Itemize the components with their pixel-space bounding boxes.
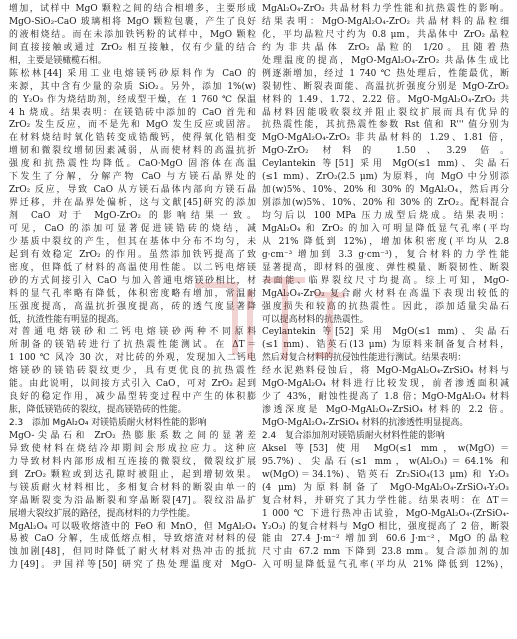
text-line: ZrO₂ 反应，导致 CaO 从方镁石晶体内部向方镁石晶: [9, 185, 256, 196]
text-line: 陈松林[44] 采用工业电熔镁钙砂原料作为 CaO 的: [9, 68, 256, 79]
text-line: 能。由此说明，以间接方式引入 CaO，可对 ZrO₂ 起到: [9, 379, 256, 390]
text-line: 然后对复合材料的抗侵蚀性能进行测试。结果表明：: [262, 353, 467, 364]
text-line: 压强度提高，高温抗折强度提高，砖的透气度显著降: [9, 301, 256, 312]
text-line: MgO-ZrO₂ 材料的 1.50、3.29 倍。: [262, 146, 509, 157]
text-line: 力导致材料内部形成相互连接的微裂纹，微裂纹扩展: [9, 456, 256, 467]
text-line: 渗透深度是 MgO-MgAl₂O₄-ZrSiO₄ 材料的 2.2 倍。: [262, 405, 509, 416]
text-line: 对普通电熔镁砂和二钙电熔镁砂两种不同原料: [9, 327, 256, 338]
text-line: 95.7%)、尖晶石(≤1 mm，w(Al₂O₃)＝64.1% 和: [262, 456, 509, 467]
text-line: 砂的方式间接引入 CaO 与加入普通电熔镁砂相比，材: [9, 275, 256, 286]
text-line: 增韧和微裂纹增韧因素减弱，从而使材料的高温抗折: [9, 146, 256, 157]
text-line: 可以提高材料的抗热震性。: [262, 314, 369, 325]
text-line: 蚀加剧[48]，但同时降低了耐火材料对热冲击的抵抗: [9, 547, 256, 558]
text-line: 在材料烧结时氧化锆转变成锆酸钙，使得氧化锆相变: [9, 133, 256, 144]
text-line: Y₂O₃) 的复合材料与 MgO 相比，强度提高了 2 倍，断裂: [262, 521, 509, 532]
text-line: (4 μm) 为原料制备了 MgO-MgAl₂O₄-ZrSiO₄-Y₂O₃: [262, 482, 509, 493]
text-line: 间直接接触或通过 ZrO₂ 相互接触，仅有少量的结合: [9, 42, 256, 53]
text-line: 2.4 复合添加剂对镁锆质耐火材料性能的影响: [262, 430, 445, 441]
text-line: 强度损失和较高的抗热震性。因此，添加适量尖晶石: [262, 301, 509, 312]
text-line: 低，抗渣性能有明显的提高。: [9, 314, 125, 325]
text-line: 良好的稳定作用，减少晶型转变过程中产生的体积膨: [9, 392, 256, 403]
text-line: 结果表明：MgO-MgAl₂O₄-ZrO₂ 共晶材料的晶粒细: [262, 16, 509, 27]
text-line: 来源，其中含有少量的杂质 SiO₂。另外，添加 1%(w): [9, 81, 256, 92]
text-line: 处理温度的提高，MgO-MgAl₂O₄-ZrO₂ 共晶体生成比: [262, 55, 509, 66]
text-line: 穿晶断裂变为沿晶断裂和穿晶断裂[47]。裂纹沿晶扩: [9, 495, 256, 506]
text-line: Aksel 等[53] 使用 MgO(≤1 mm，w(MgO)＝: [262, 443, 509, 454]
text-line: MgAl₂O₄-ZrO₂ 共晶材料力学性能和抗热震性的影响。: [262, 4, 509, 14]
text-line: 下发生了分解，分解产物 CaO 与方镁石晶界处的: [9, 172, 256, 183]
right-text-column: [262, 3, 509, 572]
text-line: 剂 CaO 对于 MgO-ZrO₂ 的影响结果一致。: [9, 211, 256, 221]
text-line: 与镁质耐火材料相比，多相复合材料的断裂由单一的: [9, 482, 256, 493]
text-line: ZrO₂ 发生反应，而不是先和 MgO 发生反应或固溶。: [9, 120, 256, 131]
text-line: 经水泥熟料侵蚀后，将 MgO-MgAl₂O₄-ZrSiO₄ 材料与: [262, 366, 509, 377]
text-line: 起到有效稳定 ZrO₂ 的作用。虽然添加铁钙提高了致: [9, 249, 256, 260]
text-line: 能由 27.4 J·m⁻² 增加到 60.6 J·m⁻²，MgO 的晶粒: [262, 534, 509, 545]
text-line: 1 100 ℃ 风冷 30 次，对比砖的外观，发现加入二钙电: [9, 353, 256, 364]
text-line: (≤1 mm)、ZrO₂(2.5 μm) 为原料，向 MgO 中分别添: [262, 172, 509, 183]
text-line: 熔镁砂的镁锆砖裂纹更少，具有更优良的抗热震性: [9, 366, 256, 377]
text-line: 胀，降低镁锆砖的裂纹，提高镁锆砖的性能。: [9, 405, 187, 416]
text-line: MgO-MgAl₂O₄ 材料进行比较发现，前者渗透面积减: [262, 379, 509, 390]
text-line: 1 000 ℃ 下进行热冲击试验，MgO-MgAl₂O₄-(ZrSiO₄-: [262, 508, 509, 519]
text-line: 显著提高，即材料的强度、弹性模量、断裂韧性、断裂: [262, 262, 509, 273]
text-line: MgAl₂O₄ 和 ZrO₂ 的加入可明显降低显气孔率(平均: [262, 223, 509, 234]
text-line: g·cm⁻³ 增加到 3.3 g·cm⁻³)，复合材料的力学性能: [262, 249, 509, 260]
text-line: 少基质中裂纹的产生，但其在基体中分布不均匀，未: [9, 236, 256, 247]
text-line: MgAl₂O₄-ZrO₂ 复合耐火材料在高温下表现出较低的: [262, 288, 509, 299]
text-line: 的液相烧结。而在未添加铁钙粉的试样中，MgO 颗粒: [9, 29, 256, 40]
text-line: 均匀后以 100 MPa 压力成型后烧成。结果表明：: [262, 211, 509, 221]
text-line: 界迁移，并在晶界处偏析，这与文献[45]研究的添加: [9, 198, 256, 209]
text-line: 强度和抗热震性均降低。CaO·MgO 固溶体在高温: [9, 159, 256, 170]
text-line: 复合材料，并研究了其力学性能。结果表明：在 ΔT＝: [262, 495, 509, 506]
text-line: MgAl₂O₄ 可以吸收熔渣中的 FeO 和 MnO，但 MgAl₂O₄: [9, 521, 256, 532]
text-line: 易被 CaO 分解，生成低熔点相，导致熔渣对材料的侵: [9, 534, 256, 545]
text-line: Ceylantekin 等[52] 采用 MgO(≤1 mm)、尖晶石: [262, 327, 509, 338]
text-line: 抗热震性能，其抗热震性参数 Rst 值和 R''' 值分别为: [262, 120, 509, 131]
text-line: 2.3 添加 MgAl₂O₄ 对镁锆质耐火材料性能的影响: [9, 418, 207, 428]
text-line: 例逐渐增加，经过 1 740 ℃ 热处理后，性能最优，断: [262, 68, 509, 79]
text-line: 裂韧性、断裂表面能、高温抗折强度分别是 MgO-ZrO₂: [262, 81, 509, 92]
text-line: 表面能、临界裂纹尺寸均提高。综上可知，MgO-: [262, 275, 509, 286]
text-line: 的 Y₂O₃ 作为烧结助剂，经成型干燥，在 1 760 ℃ 保温: [9, 94, 256, 105]
text-line: 增加，试样中 MgO 颗粒之间的结合相增多，主要形成: [9, 4, 256, 14]
text-line: 加(w)5%、10%、20% 和 30% 的 MgAl₂O₄，然后再分: [262, 185, 509, 196]
text-line: Ceylantekin 等[51] 采用 MgO(≤1 mm)、尖晶石: [262, 159, 509, 170]
text-line: MgO-SiO₂-CaO 玻璃相将 MgO 颗粒包裹，产生了良好: [9, 16, 256, 27]
text-line: 别添加(w)5%、10%、20% 和 30% 的 ZrO₂。配料混合: [262, 198, 509, 209]
text-line: 化，平均晶粒尺寸约为 0.8 μm，共晶体中 ZrO₂ 晶粒: [262, 29, 509, 40]
text-line: 入可明显降低显气孔率(平均从 21% 降低到 12%)，: [262, 560, 509, 571]
text-line: 可见，CaO 的添加可显著促进镁锆砖的烧结，减: [9, 223, 256, 234]
text-line: w(MgO)＝34.1%)、锆英石 Zr₂SiO₄(13 μm) 和 Y₂O₃: [262, 469, 509, 480]
text-line: 异致使材料在烧结冷却期间会形成拉应力。这种应: [9, 443, 256, 454]
left-column-text: [9, 3, 256, 572]
text-line: 密度，但降低了材料的高温使用性能。以二钙电熔镁: [9, 262, 256, 273]
right-column-text: [262, 3, 509, 572]
left-text-column: [9, 3, 256, 572]
text-line: 尺寸由 67.2 mm 下降到 23.8 mm。复合添加剂的加: [262, 547, 509, 558]
text-line: 约为非共晶体 ZrO₂ 晶粒的 1/20。且随着热: [262, 42, 509, 53]
text-line: 4 h 烧成。结果表明：在镁锆砖中添加的 CaO 首先和: [9, 107, 256, 118]
text-line: MgO-尖晶石和 ZrO₂ 热膨胀系数之间的显著差: [9, 430, 256, 441]
text-line: 力[49]。尹国祥等[50] 研究了热处理温度对 MgO-: [9, 560, 256, 571]
text-line: 展增大裂纹扩展的路径，提高材料的力学性能。: [9, 508, 196, 519]
text-line: 晶材料因能吸收裂纹并阻止裂纹扩展而具有优异的: [262, 107, 509, 118]
text-line: 材料的 1.49、1.72、2.22 倍。MgO-MgAl₂O₄-ZrO₂ 共: [262, 94, 509, 105]
text-line: 从 21% 降低到 12%)，增加体积密度(平均从 2.8: [262, 236, 509, 247]
text-line: 到 ZrO₂ 颗粒或到达孔隙时被阻止，起到增韧效果。: [9, 469, 256, 480]
text-line: (≤1 mm)、锆英石(13 μm) 为原料来制备复合材料，: [262, 340, 509, 351]
text-line: 少了 43%，耐蚀性提高了 1.8 倍；MgO-MgAl₂O₄ 材料: [262, 392, 509, 403]
text-line: 所制备的镁锆砖进行了抗热震性能测试。在 ΔT＝: [9, 340, 256, 351]
text-line: MgO-MgAl₂O₄-ZrO₂ 非共晶材料的 1.29、1.81 倍，: [262, 133, 509, 144]
text-line: 相，主要是镁橄榄石相。: [9, 55, 107, 66]
text-line: 料的显气孔率略有降低，体积密度略有增加，常温耐: [9, 288, 256, 299]
text-line: MgO-MgAl₂O₄-ZrSiO₄ 材料的抗渗透性明显提高。: [262, 418, 469, 428]
